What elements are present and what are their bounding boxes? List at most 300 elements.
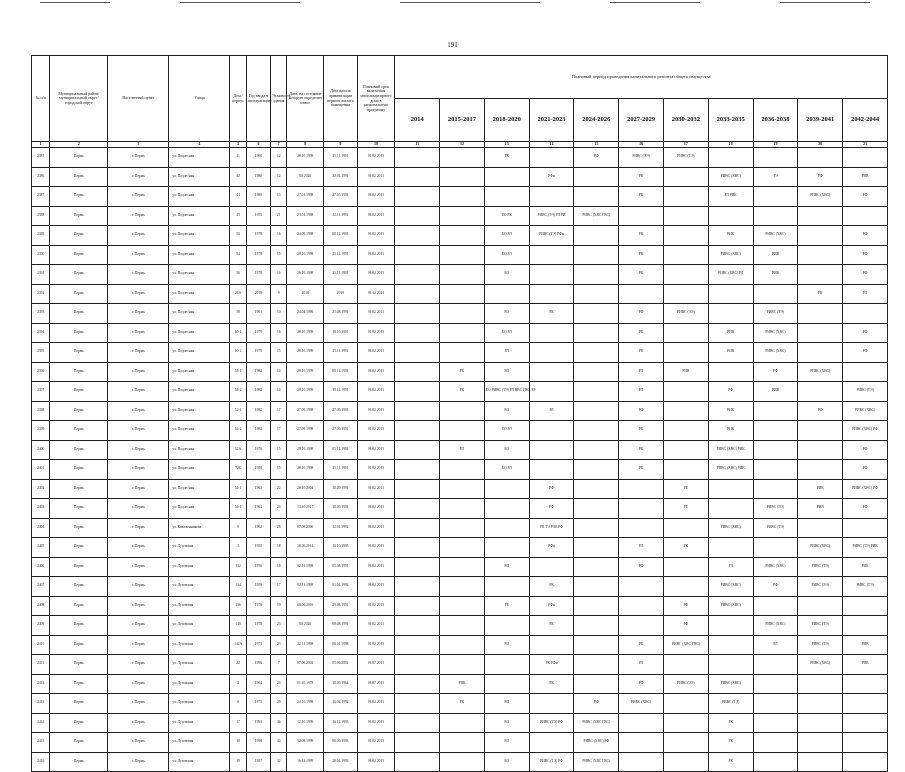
cell-inclusion-date: 01.02.2015	[357, 538, 395, 558]
cell-municipality: Пермь	[50, 421, 108, 441]
cell-period-work	[843, 596, 888, 616]
cell-period-work	[529, 635, 574, 655]
cell-wear-date: 24.04.1999	[287, 304, 324, 324]
cell-period-work	[440, 265, 485, 285]
cell-period-work	[798, 343, 843, 363]
cell-building: 132	[230, 557, 246, 577]
cell-floors: 7	[271, 655, 287, 675]
cell-period-work: РФ	[664, 616, 709, 636]
cell-period-work	[574, 304, 619, 324]
cell-inclusion-date: 01.02.2015	[357, 265, 395, 285]
cell-period-work	[529, 382, 574, 402]
cell-commission-year: 1976	[246, 596, 270, 616]
cell-building: 52-1	[230, 401, 246, 421]
cell-period-work	[798, 245, 843, 265]
table-row	[32, 304, 888, 324]
cell-period-work	[798, 323, 843, 343]
cell-period-work: РИВС (ХВС)	[708, 167, 753, 187]
cell-period-work	[395, 206, 440, 226]
cell-wear-date: 28.10.1999	[287, 323, 324, 343]
cell-period-work	[574, 538, 619, 558]
cell-municipality: Пермь	[50, 187, 108, 207]
cell-street: ул. Луговская	[169, 577, 230, 597]
cell-period-work	[440, 616, 485, 636]
cell-building: 56-1	[230, 499, 246, 519]
cell-commission-year: 1978	[246, 245, 270, 265]
cell-period-work	[484, 538, 529, 558]
cell-period-work	[529, 460, 574, 480]
cell-num: 2415	[32, 733, 50, 753]
cell-period-work	[843, 518, 888, 538]
cell-commission-year: 1978	[246, 616, 270, 636]
cell-municipality: Пермь	[50, 479, 108, 499]
cell-floors: 14	[271, 382, 287, 402]
cell-municipality: Пермь	[50, 245, 108, 265]
cell-period-work	[440, 518, 485, 538]
table-row	[32, 499, 888, 519]
cell-period-work: РК	[440, 694, 485, 714]
cell-locality: г. Пермь	[108, 421, 169, 441]
cell-locality: г. Пермь	[108, 694, 169, 714]
cell-period-work	[843, 752, 888, 772]
cell-wear-date: 02.11.1998	[287, 577, 324, 597]
cell-period-work	[753, 733, 798, 753]
cell-period-work	[798, 421, 843, 441]
cell-period-work: РИВ	[843, 655, 888, 675]
cell-period-work	[484, 187, 529, 207]
cell-period-work	[843, 148, 888, 168]
cell-period-work	[395, 596, 440, 616]
cell-period-work	[529, 284, 574, 304]
header-column-index: 10	[357, 142, 395, 148]
cell-period-work	[798, 518, 843, 538]
cell-inclusion-date: 01.02.2015	[357, 694, 395, 714]
cell-street: ул. Луговская	[169, 752, 230, 772]
cell-building: 58-1	[230, 362, 246, 382]
cell-period-work	[440, 538, 485, 558]
cell-period-work	[664, 713, 709, 733]
table-row	[32, 713, 888, 733]
cell-privatization-date: 27.09.1991	[324, 401, 358, 421]
cell-period-work: РИВС (ХВС)	[753, 323, 798, 343]
cell-commission-year: 2018	[246, 284, 270, 304]
cell-street: ул. Подлесная	[169, 265, 230, 285]
cell-commission-year: 1982	[246, 382, 270, 402]
cell-num: 2403	[32, 499, 50, 519]
cell-period-work	[843, 694, 888, 714]
cell-wear-date: 24.10.1998	[287, 694, 324, 714]
cell-municipality: Пермь	[50, 577, 108, 597]
cell-commission-year: 1976	[246, 440, 270, 460]
cell-num: 2399	[32, 421, 50, 441]
cell-period-work	[708, 362, 753, 382]
cell-period-work	[664, 206, 709, 226]
cell-municipality: Пермь	[50, 752, 108, 772]
cell-period-work	[708, 284, 753, 304]
cell-period-work: РИВ	[798, 499, 843, 519]
cell-period-work: РИВ	[753, 245, 798, 265]
cell-street: ул. Подлесная	[169, 499, 230, 519]
cell-commission-year: 1963	[246, 499, 270, 519]
cell-num: 2411	[32, 655, 50, 675]
cell-floors: 23	[271, 616, 287, 636]
cell-period-work	[529, 323, 574, 343]
cell-num: 2413	[32, 694, 50, 714]
cell-period-work	[574, 187, 619, 207]
cell-period-work	[574, 382, 619, 402]
cell-inclusion-date: 01.02.2015	[357, 460, 395, 480]
cell-period-work	[664, 421, 709, 441]
table-row	[32, 479, 888, 499]
cell-street: ул. Подлесная	[169, 382, 230, 402]
cell-period-work	[440, 304, 485, 324]
cell-wear-date: 26.10.2004	[287, 479, 324, 499]
cell-period-work: РК ТЭ РЛЕ РФ	[529, 518, 574, 538]
header-column-index: 2	[50, 142, 108, 148]
cell-period-work	[664, 401, 709, 421]
cell-period-work: РЛ	[843, 284, 888, 304]
cell-wear-date: 22.11.1998	[287, 635, 324, 655]
cell-period-work	[395, 167, 440, 187]
cell-period-work	[440, 187, 485, 207]
cell-period-work	[619, 518, 664, 538]
cell-period-work: РИВС (ХВС) РФ	[843, 421, 888, 441]
cell-num: 2400	[32, 440, 50, 460]
cell-period-work: РИВС (ТЭ)	[664, 148, 709, 168]
cell-period-work	[395, 460, 440, 480]
cell-privatization-date: 12.11.1991	[324, 206, 358, 226]
cell-period-work: РИВС (ХВС)	[708, 674, 753, 694]
cell-period-work	[619, 713, 664, 733]
cell-locality: г. Пермь	[108, 616, 169, 636]
cell-period-work: РИВС (ХВС)	[843, 401, 888, 421]
cell-period-work: РИВС (ХВС)	[798, 538, 843, 558]
cell-period-work: РЛ	[619, 655, 664, 675]
header-column-index: 19	[753, 142, 798, 148]
cell-period-work: РИВ	[708, 343, 753, 363]
cell-building: 45	[230, 206, 246, 226]
cell-period-work: РФ	[843, 187, 888, 207]
table-row	[32, 284, 888, 304]
cell-street: ул. Луговская	[169, 635, 230, 655]
cell-period-work: ЕО	[484, 733, 529, 753]
cell-municipality: Пермь	[50, 440, 108, 460]
cell-commission-year: 1982	[246, 421, 270, 441]
cell-locality: г. Пермь	[108, 304, 169, 324]
header-year: 2024-2026	[574, 99, 619, 142]
table-row	[32, 401, 888, 421]
cell-period-work	[395, 635, 440, 655]
header-year: 2018-2020	[484, 99, 529, 142]
cell-building: 11	[230, 148, 246, 168]
cell-locality: г. Пермь	[108, 206, 169, 226]
cell-building: 54	[230, 245, 246, 265]
cell-period-work: РК	[619, 343, 664, 363]
cell-period-work: РФ	[843, 323, 888, 343]
cell-period-work: РИК	[440, 674, 485, 694]
cell-building: 8	[230, 694, 246, 714]
cell-locality: г. Пермь	[108, 538, 169, 558]
cell-period-work	[753, 674, 798, 694]
cell-privatization-date: 25.12.1991	[324, 245, 358, 265]
cell-locality: г. Пермь	[108, 362, 169, 382]
table-row	[32, 226, 888, 246]
cell-building: 52-2	[230, 421, 246, 441]
cell-period-work: РИВС (ХВС ГВС)	[574, 206, 619, 226]
cell-building: 50	[230, 226, 246, 246]
cell-commission-year: 1959	[246, 577, 270, 597]
cell-floors: 15	[271, 440, 287, 460]
cell-building: 140	[230, 616, 246, 636]
cell-period-work: РК	[619, 265, 664, 285]
cell-municipality: Пермь	[50, 382, 108, 402]
cell-street: ул. Подлесная	[169, 479, 230, 499]
cell-period-work	[529, 187, 574, 207]
cell-period-work	[529, 733, 574, 753]
cell-floors: 28	[271, 518, 287, 538]
cell-period-work: ЕО РЛ	[484, 245, 529, 265]
cell-period-work: РИВС (ХВС)	[753, 557, 798, 577]
cell-period-work	[664, 655, 709, 675]
cell-commission-year: 1973	[246, 635, 270, 655]
cell-period-work	[395, 343, 440, 363]
cell-privatization-date: 25.11.1991	[324, 148, 358, 168]
cell-period-work	[395, 401, 440, 421]
cell-period-work	[664, 245, 709, 265]
cell-period-work: РИВС (ХВС) РЛ	[708, 265, 753, 285]
cell-period-work	[395, 362, 440, 382]
cell-period-work	[484, 499, 529, 519]
cell-building: 60-1	[230, 323, 246, 343]
cell-period-work	[440, 752, 485, 772]
cell-period-work	[395, 518, 440, 538]
cell-period-work: РК	[529, 674, 574, 694]
cell-municipality: Пермь	[50, 284, 108, 304]
cell-privatization-date: 05.06.2002	[324, 655, 358, 675]
cell-num: 2394	[32, 323, 50, 343]
header-column-index: 1	[32, 142, 50, 148]
cell-floors: 17	[271, 401, 287, 421]
cell-locality: г. Пермь	[108, 265, 169, 285]
cell-inclusion-date: 01.02.2015	[357, 752, 395, 772]
cell-period-work	[574, 401, 619, 421]
cell-period-work: ЕО	[484, 304, 529, 324]
cell-period-work	[798, 265, 843, 285]
cell-period-work: ЕО РИВС (ТЭ) РЛ ВВС ГВС ЭЭ	[484, 382, 529, 402]
cell-floors: 19	[271, 596, 287, 616]
cell-floors: 13	[271, 187, 287, 207]
cell-period-work	[664, 518, 709, 538]
cell-commission-year: 1955	[246, 206, 270, 226]
cell-municipality: Пермь	[50, 616, 108, 636]
cell-inclusion-date: 01.02.2015	[357, 167, 395, 187]
cell-commission-year: 1978	[246, 265, 270, 285]
header-year: 2014	[395, 99, 440, 142]
cell-period-work	[440, 167, 485, 187]
top-edge-rule	[180, 2, 300, 3]
cell-period-work: РИВ	[753, 382, 798, 402]
cell-num: 2416	[32, 752, 50, 772]
cell-period-work	[798, 713, 843, 733]
cell-period-work	[798, 304, 843, 324]
cell-period-work	[440, 577, 485, 597]
cell-period-work: РИВС (ЭЭ)	[753, 499, 798, 519]
cell-period-work: РЕ	[664, 479, 709, 499]
top-edge-rule	[400, 2, 540, 3]
cell-street: ул. Луговская	[169, 557, 230, 577]
cell-locality: г. Пермь	[108, 460, 169, 480]
cell-street: ул. Подлесная	[169, 401, 230, 421]
cell-locality: г. Пермь	[108, 479, 169, 499]
cell-locality: г. Пермь	[108, 596, 169, 616]
cell-period-work	[574, 362, 619, 382]
cell-municipality: Пермь	[50, 518, 108, 538]
header-inclusion-date: Плановый срок включения многоквартирного дома в региональную программу	[357, 56, 395, 142]
cell-period-work: ЕО	[484, 265, 529, 285]
cell-wear-date: 28.10.1999	[287, 343, 324, 363]
cell-period-work	[395, 733, 440, 753]
cell-period-work	[798, 674, 843, 694]
header-commission-year: Год ввода в эксплуатацию	[246, 56, 270, 142]
cell-num: 2393	[32, 304, 50, 324]
cell-period-work: РК	[619, 226, 664, 246]
cell-period-work: РК	[619, 167, 664, 187]
cell-inclusion-date: 01.12.2024	[357, 284, 395, 304]
cell-floors: 16	[271, 265, 287, 285]
cell-municipality: Пермь	[50, 362, 108, 382]
cell-period-work	[529, 557, 574, 577]
cell-street: ул. Луговская	[169, 694, 230, 714]
cell-locality: г. Пермь	[108, 382, 169, 402]
cell-locality: г. Пермь	[108, 167, 169, 187]
cell-privatization-date: 21.08.1991	[324, 304, 358, 324]
cell-inclusion-date: 01.02.2015	[357, 557, 395, 577]
cell-wear-date: 28.10.1998	[287, 460, 324, 480]
cell-street: ул. Подлесная	[169, 440, 230, 460]
cell-commission-year: 1982	[246, 401, 270, 421]
cell-period-work: РИВС (ТЭ) РФн	[529, 226, 574, 246]
cell-period-work	[395, 538, 440, 558]
cell-inclusion-date: 01.02.2015	[357, 713, 395, 733]
cell-period-work	[574, 635, 619, 655]
cell-period-work: РФ	[529, 499, 574, 519]
cell-period-work	[664, 167, 709, 187]
header-column-index: 5	[230, 142, 246, 148]
cell-inclusion-date: 01.02.2015	[357, 518, 395, 538]
cell-locality: г. Пермь	[108, 635, 169, 655]
cell-municipality: Пермь	[50, 538, 108, 558]
cell-period-work: РФ	[708, 382, 753, 402]
cell-privatization-date: 16.12.1993	[324, 713, 358, 733]
cell-period-work	[574, 343, 619, 363]
cell-num: 2392	[32, 284, 50, 304]
cell-inclusion-date: 01.02.2015	[357, 323, 395, 343]
cell-locality: г. Пермь	[108, 674, 169, 694]
cell-commission-year: 1960	[246, 148, 270, 168]
cell-period-work	[664, 382, 709, 402]
cell-wear-date: 02.11.1998	[287, 557, 324, 577]
cell-period-work	[664, 323, 709, 343]
cell-num: 2385	[32, 148, 50, 168]
cell-period-work	[395, 752, 440, 772]
cell-num: 2407	[32, 577, 50, 597]
cell-period-work	[843, 304, 888, 324]
cell-wear-date: 18.06.2014	[287, 538, 324, 558]
cell-wear-date: 28.10.1999	[287, 362, 324, 382]
cell-period-work: ЕО РЛ	[484, 460, 529, 480]
cell-period-work	[708, 616, 753, 636]
cell-municipality: Пермь	[50, 206, 108, 226]
cell-wear-date: 27.09.1998	[287, 401, 324, 421]
cell-period-work: РФ	[843, 499, 888, 519]
cell-wear-date: 28.10.1998	[287, 440, 324, 460]
cell-period-work: РК	[708, 752, 753, 772]
cell-period-work: РЛ	[440, 440, 485, 460]
cell-period-work	[440, 245, 485, 265]
cell-wear-date: 2018	[287, 284, 324, 304]
cell-commission-year: 1955	[246, 538, 270, 558]
cell-num: 2404	[32, 518, 50, 538]
cell-period-work: РК	[708, 713, 753, 733]
cell-period-work	[664, 343, 709, 363]
table-row	[32, 460, 888, 480]
cell-locality: г. Пермь	[108, 752, 169, 772]
cell-period-work: РК	[619, 187, 664, 207]
cell-period-work: РИВС (ТЭ) РФ	[529, 713, 574, 733]
cell-privatization-date: 16.02.1992	[324, 694, 358, 714]
cell-period-work: РФ	[753, 577, 798, 597]
header-year: 2042-2044	[843, 99, 888, 142]
cell-floors: 16	[271, 226, 287, 246]
cell-period-work	[574, 245, 619, 265]
cell-period-work: ЕО	[484, 440, 529, 460]
cell-period-work	[619, 577, 664, 597]
cell-wear-date: 27.09.1998	[287, 421, 324, 441]
cell-locality: г. Пермь	[108, 733, 169, 753]
table-row	[32, 187, 888, 207]
cell-inclusion-date: 01.02.2015	[357, 343, 395, 363]
cell-privatization-date: 09.12.1991	[324, 362, 358, 382]
cell-municipality: Пермь	[50, 596, 108, 616]
cell-period-work: РИВС (ХВС)	[619, 694, 664, 714]
cell-street: ул. Подлесная	[169, 206, 230, 226]
cell-street: ул. Подлесная	[169, 304, 230, 324]
table-row	[32, 167, 888, 187]
cell-building: 17	[230, 713, 246, 733]
cell-privatization-date: 18.09.1991	[324, 499, 358, 519]
cell-building: 22	[230, 655, 246, 675]
header-column-index: 17	[664, 142, 709, 148]
cell-privatization-date: 27.05.1991	[324, 187, 358, 207]
cell-floors: 21	[271, 206, 287, 226]
cell-period-work	[753, 655, 798, 675]
cell-period-work: РИК	[798, 479, 843, 499]
table-row	[32, 206, 888, 226]
cell-period-work: РЕ	[484, 596, 529, 616]
cell-period-work: РИВС (ТЭ) РИК	[843, 538, 888, 558]
cell-period-work: РФ	[664, 596, 709, 616]
cell-period-work: ТЭ	[753, 167, 798, 187]
cell-period-work	[753, 713, 798, 733]
cell-period-work: РИВС (ХВС)	[753, 343, 798, 363]
cell-period-work: РИВС (ХВС)	[708, 577, 753, 597]
cell-municipality: Пермь	[50, 557, 108, 577]
cell-floors: 23	[271, 635, 287, 655]
header-year: 2015-2017	[440, 99, 485, 142]
cell-period-work	[708, 206, 753, 226]
cell-floors: 17	[271, 577, 287, 597]
cell-wear-date: 24.09.1998	[287, 226, 324, 246]
